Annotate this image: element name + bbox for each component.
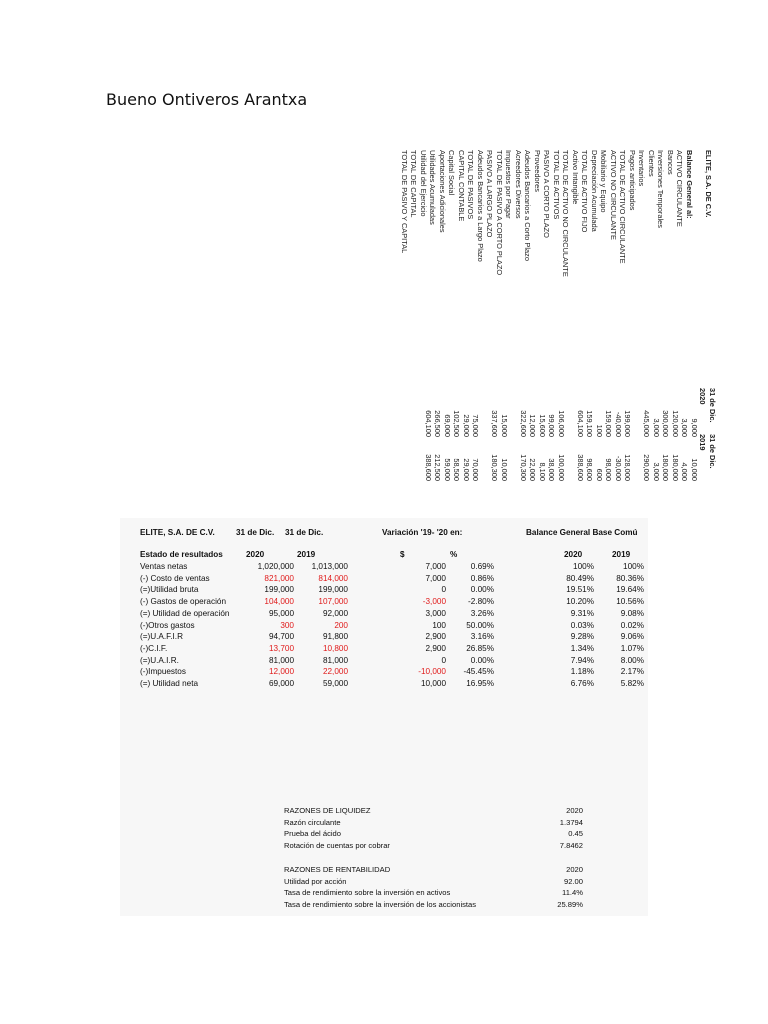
balance-sheet-line: Proveedores (533, 150, 542, 192)
ratio-value: 25.89% (557, 899, 583, 909)
variation-amount: 100 (432, 620, 446, 630)
base-2020: 1.34% (570, 643, 594, 653)
dollar-header: $ (400, 550, 405, 559)
balance-sheet-value-row (689, 393, 699, 481)
value-2020: 337,600 (490, 410, 500, 437)
balance-sheet-value-row (565, 393, 575, 481)
balance-sheet-line: TOTAL DE PASIVOS (466, 150, 476, 220)
value-2020: 199,000 (623, 410, 633, 437)
base-2019: 2.17% (620, 667, 644, 677)
balance-sheet-line: Balance General al: (685, 150, 694, 219)
value-2019: 91,800 (322, 632, 348, 642)
balance-sheet-value-row (651, 393, 661, 481)
variation-amount: 10,000 (420, 679, 446, 688)
ratio-value: 92.00 (563, 876, 583, 886)
balance-sheet-value-row (613, 393, 623, 481)
row-label: (-)Impuestos (140, 667, 186, 677)
base-2020: 1.18% (570, 667, 594, 677)
variation-amount: 7,000 (425, 573, 446, 583)
balance-sheet-line: PASIVO A CORTO PLAZO (542, 150, 552, 238)
base-2020: 100% (573, 562, 594, 571)
balance-sheet-line: Inventarios (637, 150, 647, 187)
value-2020: 159,000 (604, 410, 614, 437)
base-2019: 8.00% (620, 655, 644, 665)
balance-sheet-value-row (670, 393, 680, 481)
value-2020: 300 (280, 620, 294, 630)
balance-sheet-line: TOTAL DE CAPITAL (409, 150, 419, 218)
income-row (120, 679, 648, 691)
balance-sheet-value-row (660, 393, 670, 481)
ratio-row (120, 829, 648, 841)
value-2019: 180,300 (490, 454, 500, 481)
balance-sheet-line: Utilidad del Ejercicio (419, 150, 428, 217)
row-label: (=)U.A.F.I.R (140, 632, 183, 642)
value-2020: 1,020,000 (257, 562, 294, 571)
balance-sheet-line: Depreciación Acumulada (590, 150, 599, 232)
ratio-row (120, 841, 648, 853)
common-base-title: Balance General Base Comú (526, 528, 638, 537)
balance-sheet-line: PASIVO A LARGO PLAZO (485, 150, 495, 238)
balance-sheet-line: Utilidades Acumuladas (428, 150, 438, 225)
value-2019: 10,000 (500, 458, 509, 481)
value-2019: 199,000 (318, 585, 348, 595)
pct-header: % (450, 550, 458, 559)
balance-sheet-line: TOTAL DE ACTIVO NO CIRCULANTE (561, 150, 571, 277)
value-2019: 22,000 (528, 458, 538, 481)
ratio-label: Tasa de rendimiento sobre la inversión de los accionistas (284, 899, 477, 909)
variation-pct: 50.00% (466, 620, 494, 630)
balance-sheet-line: Bancos (666, 150, 675, 175)
ratio-value: 0.45 (568, 829, 583, 839)
value-2019: 388,600 (576, 454, 585, 481)
value-2019: 8,100 (538, 462, 547, 481)
value-2019: 10,800 (322, 643, 348, 653)
variation-pct: 0.00% (470, 585, 494, 595)
year-2019-header: 2019 (297, 550, 316, 559)
balance-sheet-value-row (470, 393, 480, 481)
variation-amount: 2,900 (425, 643, 446, 653)
value-2019: 180,000 (661, 454, 671, 481)
row-label: (-) Costo de ventas (140, 573, 210, 583)
row-label: (-) Gastos de operación (140, 597, 227, 607)
value-2020: 95,000 (268, 608, 294, 618)
balance-sheet-line: ELITE, S.A. DE C.V. (704, 150, 713, 218)
balance-sheet-value-row (679, 393, 689, 481)
value-2020: 15,000 (500, 414, 509, 437)
value-2019: 22,000 (322, 667, 348, 677)
row-label: (=) Utilidad neta (140, 679, 199, 688)
income-row (120, 644, 648, 656)
ratio-label: Prueba del ácido (284, 829, 341, 839)
financial-statements-panel (120, 518, 648, 916)
base-2019: 9.06% (620, 632, 644, 642)
balance-sheet-value-row (546, 393, 556, 481)
value-2020: -40,000 (614, 411, 623, 437)
value-2019: 100,000 (557, 454, 566, 481)
year-2020-header: 2020 (246, 550, 265, 559)
balance-sheet-headers (697, 388, 716, 478)
year-header-2019: 2019 (698, 434, 708, 451)
value-2019: 59,000 (443, 458, 452, 481)
balance-sheet-line: TOTAL DE PASIVO A CORTO PLAZO (495, 150, 504, 276)
ratio-value: 11.4% (562, 888, 583, 898)
variation-pct: 0.00% (470, 655, 494, 665)
balance-sheet-line: TOTAL DE ACTIVO CIRCULANTE (618, 150, 628, 264)
balance-sheet-value-row (499, 393, 509, 481)
base-2019: 80.36% (616, 573, 644, 583)
balance-sheet-line: Pagos anticipados (628, 150, 637, 211)
balance-sheet-line: Mobiliario y Equipo (599, 150, 609, 213)
value-2019: 290,000 (642, 454, 652, 481)
value-2019: 180,000 (671, 454, 680, 481)
date-header-2019: 31 de Dic. (708, 434, 717, 469)
value-2020: 99,000 (547, 414, 557, 437)
value-2020: 120,000 (671, 410, 680, 437)
balance-sheet-value-row (508, 393, 518, 481)
ratio-value: 7.8462 (559, 840, 583, 850)
base-2019: 100% (623, 562, 644, 571)
value-2020: 159,100 (585, 410, 595, 437)
ratio-value: 1.3794 (559, 817, 583, 827)
income-row (120, 597, 648, 609)
value-2020: 322,600 (519, 410, 528, 437)
ratio-row (120, 818, 648, 830)
balance-sheet-line: TOTAL DE ACTIVOS (552, 150, 561, 220)
balance-sheet-line: Inversiones Temporales (656, 150, 666, 228)
value-2020: 102,500 (452, 410, 462, 437)
base-2020: 9.28% (570, 632, 594, 642)
variation-pct: 3.26% (470, 608, 494, 618)
value-2020: 604,100 (424, 410, 433, 437)
value-2019: 4,000 (680, 462, 690, 481)
balance-sheet-value-row (432, 393, 442, 481)
value-2019: 200 (334, 620, 348, 630)
variation-amount: 0 (441, 655, 446, 665)
balance-sheet-line: Adeudos Bancarios a Corto Plazo (523, 150, 533, 261)
balance-sheet-value-row (584, 393, 594, 481)
value-2019: 58,500 (452, 458, 462, 481)
variation-pct: 16.95% (466, 679, 494, 688)
balance-sheet-line: CAPITAL CONTABLE (457, 150, 466, 222)
value-2019: 38,000 (547, 458, 557, 481)
variation-title: Variación '19- '20 en: (382, 528, 463, 537)
balance-sheet-line: Acreedores Diversos (514, 150, 523, 219)
balance-sheet-line: Clientes (647, 150, 656, 177)
balance-sheet-line: TOTAL DE PASIVO Y CAPITAL (400, 150, 409, 254)
ratio-row (120, 900, 648, 912)
value-2020: 9,000 (690, 418, 699, 437)
year-header-2020: 2020 (698, 388, 708, 405)
income-row (120, 585, 648, 597)
value-2019: 170,300 (519, 454, 528, 481)
balance-sheet-value-row (451, 393, 461, 481)
value-2019: 98,000 (604, 458, 614, 481)
value-2020: 15,600 (538, 414, 547, 437)
balance-sheet-value-row (461, 393, 471, 481)
value-2020: 94,700 (268, 632, 294, 642)
income-row (120, 574, 648, 586)
balance-sheet-line: Aportaciones Adicionales (438, 150, 447, 233)
base-2020-header: 2020 (564, 550, 583, 559)
value-2020: 104,000 (264, 597, 294, 607)
value-2020: 12,000 (528, 414, 538, 437)
base-2019: 19.64% (616, 585, 644, 595)
value-2019: 10,000 (690, 458, 699, 481)
company-name: ELITE, S.A. DE C.V. (140, 528, 215, 537)
variation-amount: 2,900 (425, 632, 446, 642)
base-2020: 6.76% (570, 679, 594, 688)
balance-sheet-line (693, 150, 703, 277)
balance-sheet-values (423, 393, 699, 481)
balance-sheet-line: Activo Intangible (571, 150, 580, 205)
income-row (120, 621, 648, 633)
value-2019: 29,000 (462, 458, 471, 481)
variation-pct: -45.45% (463, 667, 494, 677)
value-2020: 29,000 (462, 414, 471, 437)
value-2020: 81,000 (268, 655, 294, 665)
ratio-row (120, 877, 648, 889)
date-header-2: 31 de Dic. (285, 528, 324, 537)
base-2019: 5.82% (620, 679, 644, 688)
balance-sheet-line: Adeudos Bancarios a Largo Plazo (476, 150, 485, 262)
ratio-label: Utilidad por acción (284, 876, 347, 886)
row-label: Ventas netas (140, 562, 188, 571)
base-2020: 0.03% (570, 620, 594, 630)
value-2020: 3,000 (652, 418, 661, 437)
income-row (120, 656, 648, 668)
variation-pct: 3.16% (470, 632, 494, 642)
balance-sheet-line: Impuestos por Pagar (504, 150, 514, 219)
date-header-1: 31 de Dic. (236, 528, 275, 537)
balance-sheet-line: TOTAL DE ACTIVO FIJO (580, 150, 590, 233)
balance-sheet-value-row (518, 393, 528, 481)
variation-amount: 7,000 (425, 562, 446, 571)
balance-sheet-value-row (527, 393, 537, 481)
value-2020: 13,700 (268, 643, 294, 653)
base-2020: 7.94% (570, 655, 594, 665)
balance-sheet-value-row (622, 393, 632, 481)
base-2019: 0.02% (620, 620, 644, 630)
variation-pct: 26.85% (466, 643, 494, 653)
value-2020: 75,000 (471, 414, 481, 437)
income-row (120, 667, 648, 679)
author-name: Bueno Ontiveros Arantxa (106, 90, 308, 109)
value-2019: 1,013,000 (311, 562, 348, 571)
value-2019: 81,000 (322, 655, 348, 665)
value-2020: 604,100 (576, 410, 585, 437)
variation-amount: -10,000 (418, 667, 446, 677)
row-label: (=)Utilidad bruta (140, 585, 199, 595)
base-2020: 10.20% (566, 597, 594, 607)
balance-sheet-value-row (423, 393, 433, 481)
row-label: (=)U.A.I.R. (140, 655, 179, 665)
base-2019: 1.07% (620, 643, 644, 653)
base-2019-header: 2019 (612, 550, 631, 559)
base-2019: 10.56% (616, 597, 644, 607)
variation-pct: 0.69% (470, 562, 494, 571)
variation-pct: -2.80% (468, 597, 494, 607)
balance-sheet-value-row (537, 393, 547, 481)
liquidity-year: 2020 (566, 806, 583, 815)
balance-sheet-value-row (442, 393, 452, 481)
balance-sheet-value-row (489, 393, 499, 481)
income-row (120, 562, 648, 574)
value-2019: 814,000 (318, 573, 348, 583)
balance-sheet-value-row (603, 393, 613, 481)
value-2019: -30,000 (614, 455, 623, 481)
base-2019: 9.08% (620, 608, 644, 618)
section-title: Estado de resultados (140, 550, 223, 559)
income-row (120, 609, 648, 621)
value-2020: 3,000 (680, 418, 690, 437)
value-2019: 3,000 (652, 462, 661, 481)
value-2020: 106,000 (557, 410, 566, 437)
ratio-row (120, 888, 648, 900)
variation-amount: 3,000 (425, 608, 446, 618)
row-label: (=) Utilidad de operación (140, 608, 230, 618)
value-2019: 59,000 (322, 679, 348, 688)
profitability-year: 2020 (566, 865, 583, 874)
row-label: (-)Otros gastos (140, 620, 195, 630)
row-label: (-)C.I.F. (140, 643, 168, 653)
value-2020: 300,000 (661, 410, 671, 437)
value-2020: 100 (595, 424, 604, 437)
value-2020: 266,500 (433, 410, 443, 437)
balance-sheet-line: Capital Social (447, 150, 457, 196)
value-2020: 199,000 (264, 585, 294, 595)
value-2020: 12,000 (268, 667, 294, 677)
value-2019: 98,600 (585, 458, 595, 481)
value-2020: 69,000 (268, 679, 294, 688)
balance-sheet-line: ACTIVO NO CIRCULANTE (609, 150, 618, 240)
balance-sheet-labels (399, 150, 713, 277)
variation-pct: 0.86% (470, 573, 494, 583)
value-2019: 107,000 (318, 597, 348, 607)
ratio-label: Rotación de cuentas por cobrar (284, 840, 390, 850)
value-2019: 92,000 (322, 608, 348, 618)
value-2019: 70,000 (471, 458, 481, 481)
value-2019: 128,000 (623, 454, 633, 481)
base-2020: 19.51% (566, 585, 594, 595)
ratio-label: Tasa de rendimiento sobre la inversión en activos (284, 888, 451, 898)
value-2020: 821,000 (264, 573, 294, 583)
value-2019: 600 (595, 468, 604, 481)
balance-sheet-value-row (575, 393, 585, 481)
balance-sheet-value-row (480, 393, 490, 481)
ratio-label: Razón circulante (284, 817, 341, 827)
value-2020: 69,000 (443, 414, 452, 437)
balance-sheet-value-row (594, 393, 604, 481)
date-header-2020: 31 de Dic. (708, 388, 717, 423)
value-2019: 212,500 (433, 454, 443, 481)
base-2020: 9.31% (570, 608, 594, 618)
liquidity-title: RAZONES DE LIQUIDEZ (284, 806, 371, 815)
balance-sheet-value-row (641, 393, 651, 481)
variation-amount: 0 (441, 585, 446, 595)
profitability-title: RAZONES DE RENTABILIDAD (284, 865, 391, 874)
value-2020: 445,000 (642, 410, 652, 437)
balance-sheet-line: ACTIVO CIRCULANTE (675, 150, 685, 227)
variation-amount: -3,000 (422, 597, 446, 607)
value-2019: 388,600 (424, 454, 433, 481)
balance-sheet-value-row (632, 393, 642, 481)
balance-sheet-value-row (556, 393, 566, 481)
income-row (120, 632, 648, 644)
base-2020: 80.49% (566, 573, 594, 583)
